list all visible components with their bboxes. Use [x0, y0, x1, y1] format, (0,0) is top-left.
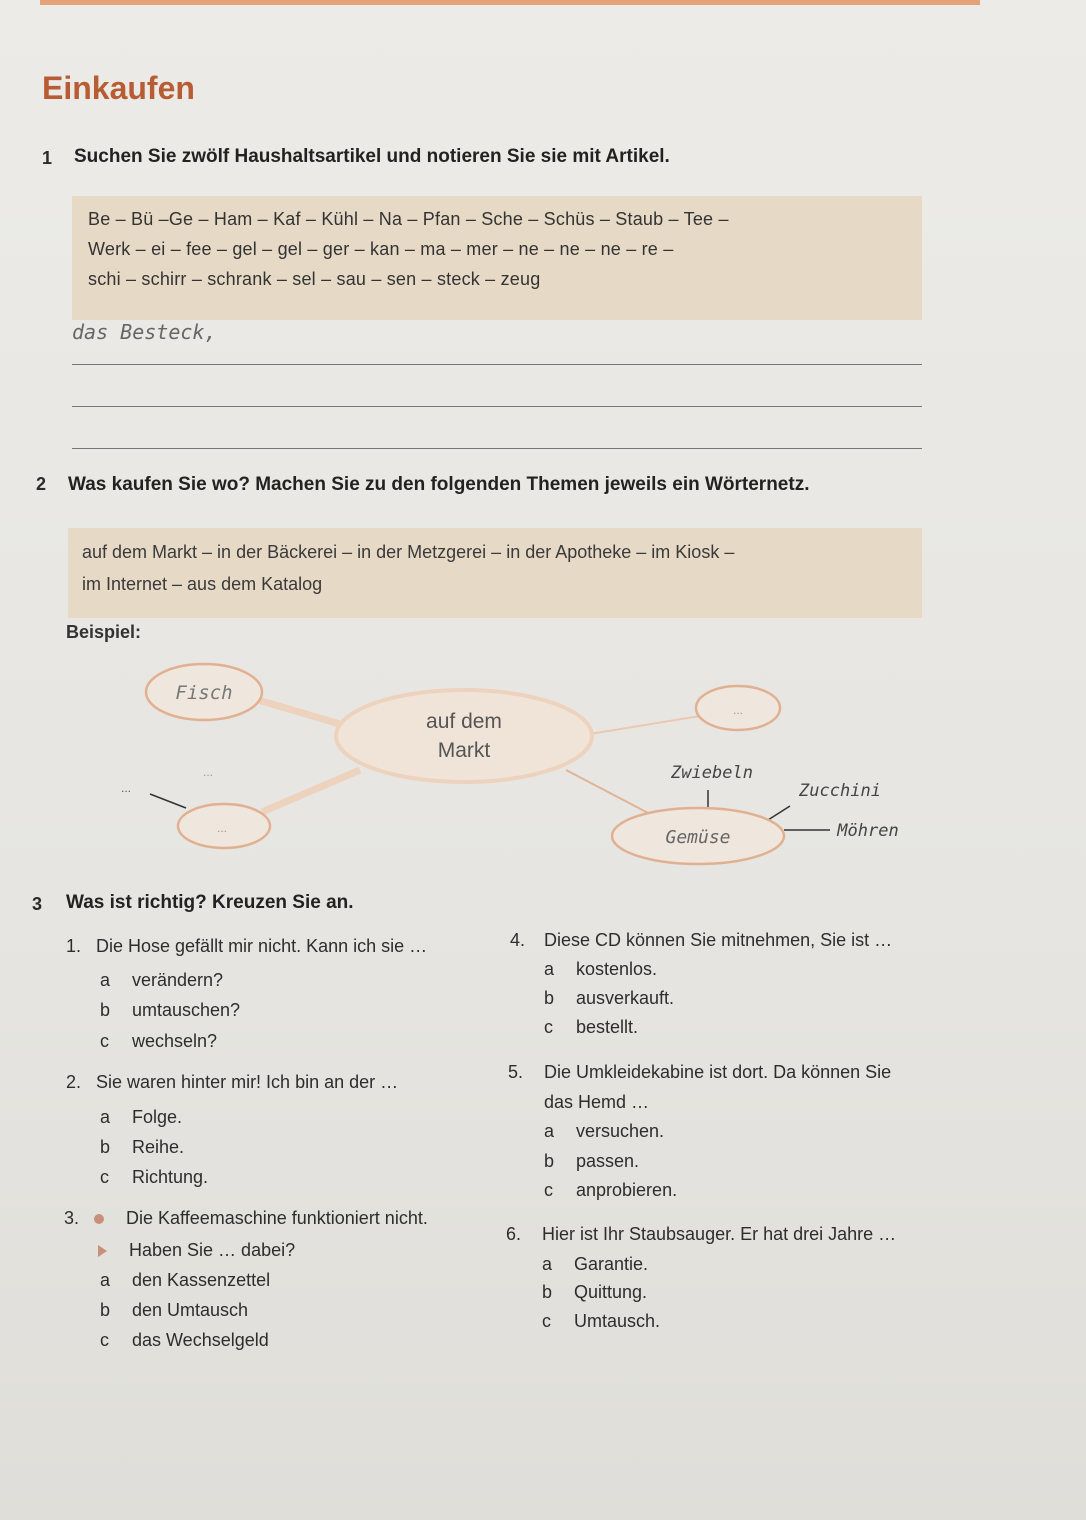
- web-gemuese: Gemüse: [665, 827, 731, 848]
- question-5-line2: das Hemd …: [544, 1092, 650, 1112]
- q3-option-a[interactable]: a den Kassenzettel: [100, 1270, 271, 1290]
- speaker-a-dot-icon: [94, 1214, 104, 1224]
- q5-option-a[interactable]: a versuchen.: [544, 1121, 665, 1141]
- q2-option-a[interactable]: a Folge.: [100, 1107, 183, 1127]
- question-3-b: [64, 1240, 295, 1261]
- question-1-text: Die Hose gefällt mir nicht. Kann ich sie …: [96, 936, 428, 956]
- web-link-left-small: [150, 794, 186, 808]
- q5-option-b[interactable]: b passen.: [544, 1151, 640, 1171]
- question-4: 4. Diese CD können Sie mitnehmen, Sie ist …: [510, 930, 893, 950]
- q2-option-c[interactable]: c Richtung.: [100, 1167, 209, 1187]
- web-link-fisch: [258, 700, 340, 724]
- question-4-text: Diese CD können Sie mitnehmen, Sie ist …: [544, 930, 893, 950]
- question-6-text: Hier ist Ihr Staubsauger. Er hat drei Jahre …: [542, 1224, 897, 1244]
- q4-option-b[interactable]: b ausverkauft.: [544, 988, 675, 1008]
- question-5-text: Die Umkleidekabine ist dort. Da können Sie: [544, 1062, 892, 1082]
- bubble-center: [336, 690, 592, 782]
- handwritten-answer: das Besteck,: [72, 320, 217, 344]
- web-dots-far-left: ...: [120, 781, 132, 795]
- web-zucchini: Zucchini: [799, 781, 881, 801]
- web-dots-right: ...: [732, 703, 744, 717]
- places-line-2: im Internet – aus dem Katalog: [82, 574, 323, 594]
- q1-option-b[interactable]: b umtauschen?: [100, 1000, 241, 1020]
- syllable-line-2: Werk – ei – fee – gel – gel – ger – kan – ma – mer – ne – ne – ne – re –: [88, 239, 674, 259]
- q6-option-a[interactable]: a Garantie.: [542, 1254, 649, 1274]
- question-6: 6. Hier ist Ihr Staubsauger. Er hat drei Jahre …: [506, 1224, 897, 1244]
- web-dots-mid: ...: [202, 765, 214, 779]
- web-link-dots-left: [262, 770, 360, 812]
- q1-option-c[interactable]: c wechseln?: [100, 1031, 218, 1051]
- q5-option-c[interactable]: c anprobieren.: [544, 1180, 678, 1200]
- syllable-line-3: schi – schirr – schrank – sel – sau – sen – steck – zeug: [88, 269, 541, 289]
- example-label: Beispiel:: [66, 622, 142, 642]
- web-link-gemuese: [566, 770, 650, 814]
- question-2: 2. Sie waren hinter mir! Ich bin an der …: [66, 1072, 399, 1092]
- task1-number: 1: [42, 148, 53, 168]
- question-5: 5. Die Umkleidekabine ist dort. Da können Sie: [508, 1062, 892, 1082]
- q1-option-a[interactable]: a verändern?: [100, 970, 224, 990]
- q2-option-b[interactable]: b Reihe.: [100, 1137, 185, 1157]
- places-line-1: auf dem Markt – in der Bäckerei – in der Metzgerei – in der Apotheke – im Kiosk –: [82, 542, 735, 562]
- task3-number: 3: [32, 894, 43, 914]
- q6-option-c[interactable]: c Umtausch.: [542, 1311, 661, 1331]
- task2-instruction: Was kaufen Sie wo? Machen Sie zu den folgenden Themen jeweils ein Wörternetz.: [68, 474, 810, 495]
- task1-instruction: Suchen Sie zwölf Haushaltsartikel und notieren Sie sie mit Artikel.: [74, 146, 670, 167]
- page-title: Einkaufen: [42, 70, 195, 106]
- speaker-b-triangle-icon: [98, 1245, 107, 1257]
- web-dots-left-bubble: ...: [216, 821, 228, 835]
- question-3-line2: Haben Sie … dabei?: [129, 1240, 296, 1260]
- web-fisch: Fisch: [175, 682, 233, 704]
- question-2-text: Sie waren hinter mir! Ich bin an der …: [96, 1072, 399, 1092]
- web-zwiebeln: Zwiebeln: [671, 763, 753, 783]
- question-3-line1: Die Kaffeemaschine funktioniert nicht.: [126, 1208, 428, 1228]
- web-moehren: Möhren: [837, 821, 899, 841]
- q4-option-c[interactable]: c bestellt.: [544, 1017, 639, 1037]
- task3-instruction: Was ist richtig? Kreuzen Sie an.: [66, 892, 354, 913]
- q4-option-a[interactable]: a kostenlos.: [544, 959, 658, 979]
- question-1: 1. Die Hose gefällt mir nicht. Kann ich sie …: [66, 936, 428, 956]
- web-link-dots-right: [590, 716, 700, 734]
- task2-number: 2: [36, 474, 47, 494]
- q3-option-b[interactable]: b den Umtausch: [100, 1300, 249, 1320]
- syllable-line-1: Be – Bü –Ge – Ham – Kaf – Kühl – Na – Pfan – Sche – Schüs – Staub – Tee –: [88, 209, 729, 229]
- question-3: 3. Die Kaffeemaschine funktioniert nicht.: [64, 1208, 428, 1228]
- web-center-line1: auf dem: [426, 710, 502, 733]
- web-link-zucchini: [768, 806, 790, 820]
- web-center-line2: Markt: [437, 739, 491, 762]
- q3-option-c[interactable]: c das Wechselgeld: [100, 1330, 269, 1350]
- q6-option-b[interactable]: b Quittung.: [542, 1282, 648, 1302]
